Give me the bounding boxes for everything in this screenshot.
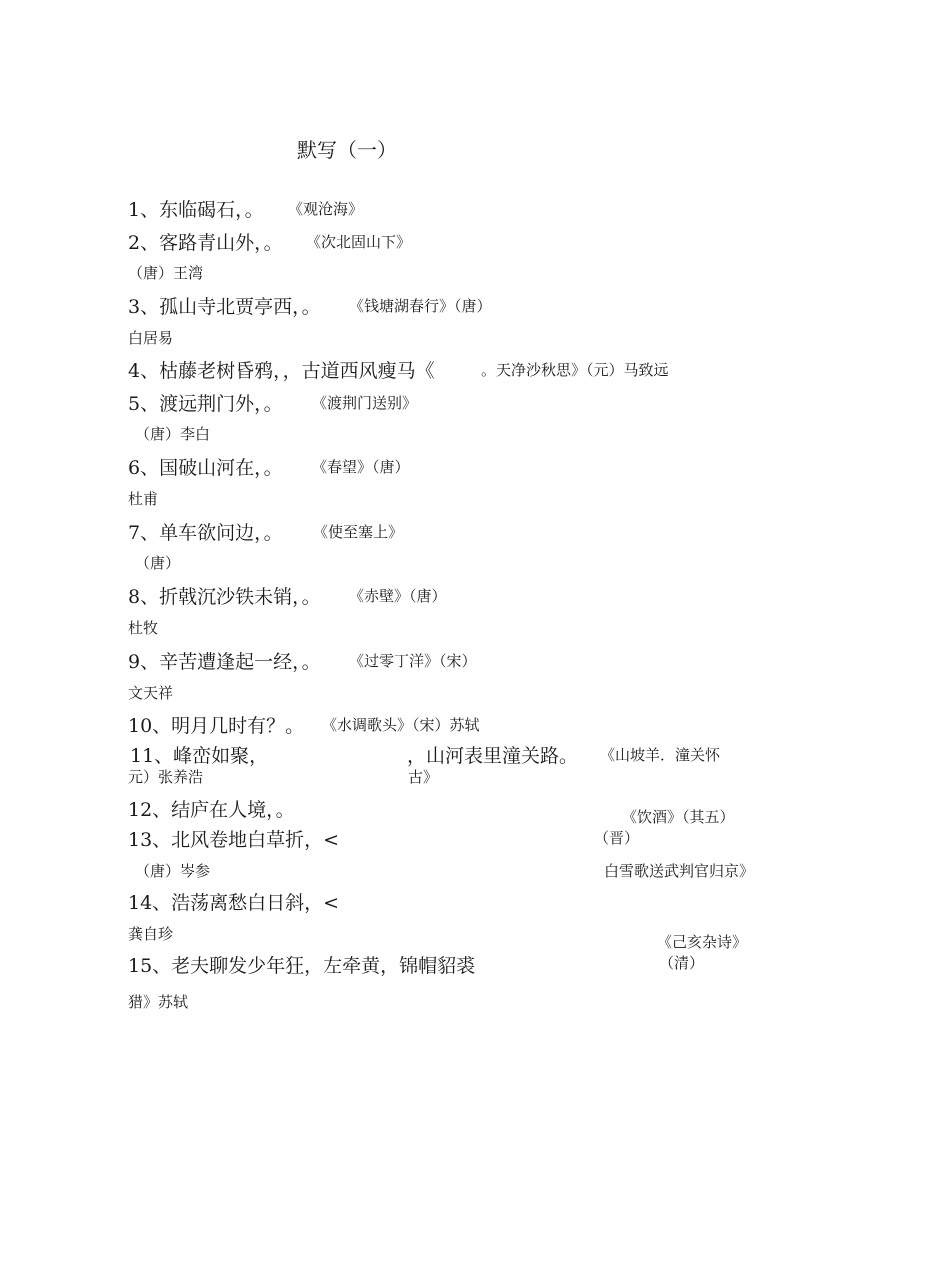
line-3: 3、孤山寺北贾亭西，。 bbox=[128, 296, 321, 318]
line-13-era: （晋） bbox=[594, 829, 640, 847]
line-5-author: （唐）李白 bbox=[135, 425, 211, 443]
line-7-author: （唐） bbox=[135, 554, 181, 572]
line-7-source: 《使至塞上》 bbox=[313, 523, 404, 541]
line-1-source: 《观沧海》 bbox=[288, 200, 364, 218]
line-6-source: 《春望》（唐） bbox=[312, 458, 410, 476]
line-9-source: 《过零丁洋》（宋） bbox=[349, 652, 477, 670]
line-9-author: 文天祥 bbox=[128, 684, 174, 702]
line-13-source: 白雪歌送武判官归京》 bbox=[604, 862, 755, 880]
line-14-source: 《己亥杂诗》 bbox=[657, 933, 748, 951]
line-4-source: 。天净沙秋思》（元）马致远 bbox=[481, 361, 669, 379]
line-14: 14、浩荡离愁白日斜，< bbox=[128, 892, 340, 914]
line-12: 12、结庐在人境，。 bbox=[128, 799, 295, 821]
line-11-source: 《山坡羊．潼关怀 bbox=[600, 746, 721, 764]
line-6-author: 杜甫 bbox=[128, 490, 159, 508]
line-12-source: 《饮酒》（其五） bbox=[622, 808, 735, 826]
line-6: 6、国破山河在，。 bbox=[128, 457, 283, 479]
line-15-author: 猎》苏轼 bbox=[128, 993, 189, 1011]
line-5: 5、渡远荆门外，。 bbox=[128, 393, 283, 415]
page-title: 默写（一） bbox=[297, 138, 397, 162]
line-7: 7、单车欲问边，。 bbox=[128, 522, 283, 544]
line-8-source: 《赤壁》（唐） bbox=[349, 587, 447, 605]
line-15: 15、老夫聊发少年狂，左牵黄，锦帽貂裘 bbox=[128, 955, 476, 977]
line-3-author: 白居易 bbox=[128, 329, 174, 347]
line-2: 2、客路青山外，。 bbox=[128, 232, 283, 254]
line-5-source: 《渡荆门送别》 bbox=[312, 394, 418, 412]
line-1: 1、东临碣石，。 bbox=[128, 199, 264, 221]
line-11-author: 元）张养浩 bbox=[128, 768, 204, 786]
line-8-author: 杜牧 bbox=[128, 619, 159, 637]
line-9: 9、辛苦遭逢起一经，。 bbox=[128, 651, 321, 673]
line-4: 4、枯藤老树昏鸦，，古道西风瘦马《 bbox=[128, 360, 435, 382]
line-2-source: 《次北固山下》 bbox=[306, 233, 412, 251]
line-8: 8、折戟沉沙铁未销，。 bbox=[128, 586, 321, 608]
line-10-source: 《水调歌头》（宋）苏轼 bbox=[322, 716, 480, 734]
line-11-source-cont: 古》 bbox=[408, 768, 439, 786]
line-14-author: 龚自珍 bbox=[128, 925, 174, 943]
line-11-end: ，山河表里潼关路。 bbox=[407, 745, 579, 767]
line-10: 10、明月几时有？。 bbox=[128, 715, 305, 737]
line-3-source: 《钱塘湖春行》（唐） bbox=[349, 297, 492, 315]
line-2-author: （唐）王湾 bbox=[128, 264, 204, 282]
line-14-era: （清） bbox=[659, 954, 705, 972]
line-13-author: （唐）岑参 bbox=[135, 862, 211, 880]
line-13: 13、北风卷地白草折，< bbox=[128, 829, 340, 851]
line-11-start: 11、峰峦如聚， bbox=[130, 745, 269, 767]
